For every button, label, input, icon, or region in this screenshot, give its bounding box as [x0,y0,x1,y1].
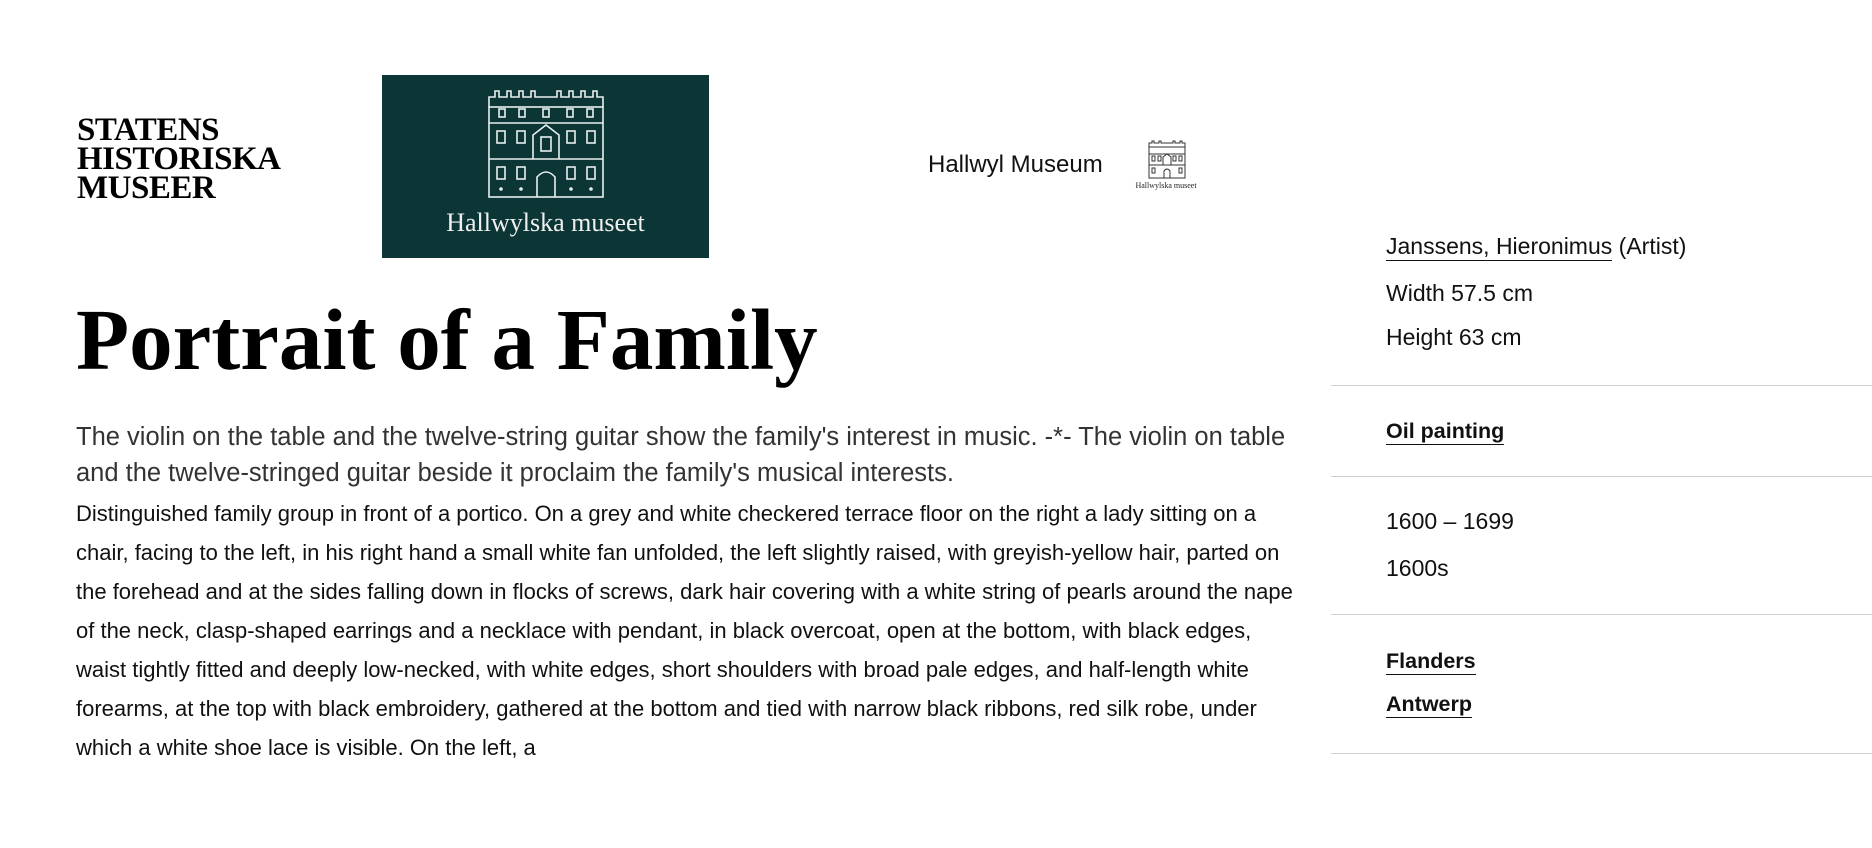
date-range: 1600 – 1699 [1386,508,1514,534]
place-city-link[interactable]: Antwerp [1386,692,1472,716]
place-region-link[interactable]: Flanders [1386,649,1476,673]
info-section-artist-dimensions [1331,220,1872,386]
lead-description: The violin on the table and the twelve-string guitar show the family's interest in music. -*- The violin on table and the twelve-stringed guitar beside it proclaim the family's musical interests. [76,423,1286,487]
info-section-place [1331,615,1872,754]
object-description: Distinguished family group in front of a portico. On a grey and white checkered terrace floor on the right a lady sitting on a chair, facing to the left, in his right hand a small white fan unfolded, the left slightly raised, with greyish-yellow hair, parted on the forehead and at the sides falling down in flocks of screws, dark hair covering with a white string of pearls around the nape of the neck, clasp-shaped earrings and a necklace with pendant, in black overcoat, open at the bottom, with black edges, waist tightly fitted and deeply low-necked, with white edges, short shoulders with broad pale edges, and half-length white forearms, at the top with black embroidery, gathered at the bottom and tied with narrow black ribbons, red silk robe, under which a white shoe lace is visible. On the left, a [76,501,1293,760]
mini-palace-icon [1147,140,1187,180]
hallwyl-logo[interactable] [382,75,709,258]
shm-logo[interactable] [77,112,281,206]
palace-icon [485,89,607,199]
mini-logo-text: Hallwylska museet [1135,181,1197,190]
page-title: Portrait of a Family [76,291,818,388]
decade: 1600s [1386,555,1449,581]
hallwyl-logo-text: Hallwylska museet [446,208,645,237]
artist-link[interactable]: Janssens, Hieronimus [1386,233,1613,259]
mini-hallwyl-logo[interactable] [1133,140,1199,192]
shm-logo-line: HISTORISKA [77,141,281,177]
technique-link[interactable]: Oil painting [1386,419,1505,443]
height-value: Height 63 cm [1386,324,1522,350]
shm-logo-line: STATENS [77,112,220,148]
museum-name[interactable]: Hallwyl Museum [928,151,1103,178]
artist-role: (Artist) [1618,233,1687,259]
place-region-line [1386,647,1476,674]
info-section-technique [1331,386,1872,477]
shm-logo-line: MUSEER [77,170,216,206]
place-city-line [1386,690,1472,717]
info-section-dating [1331,477,1872,615]
object-info-panel [1331,220,1872,754]
technique-line [1386,417,1504,444]
artist-line [1386,233,1686,260]
width-value: Width 57.5 cm [1386,280,1533,306]
